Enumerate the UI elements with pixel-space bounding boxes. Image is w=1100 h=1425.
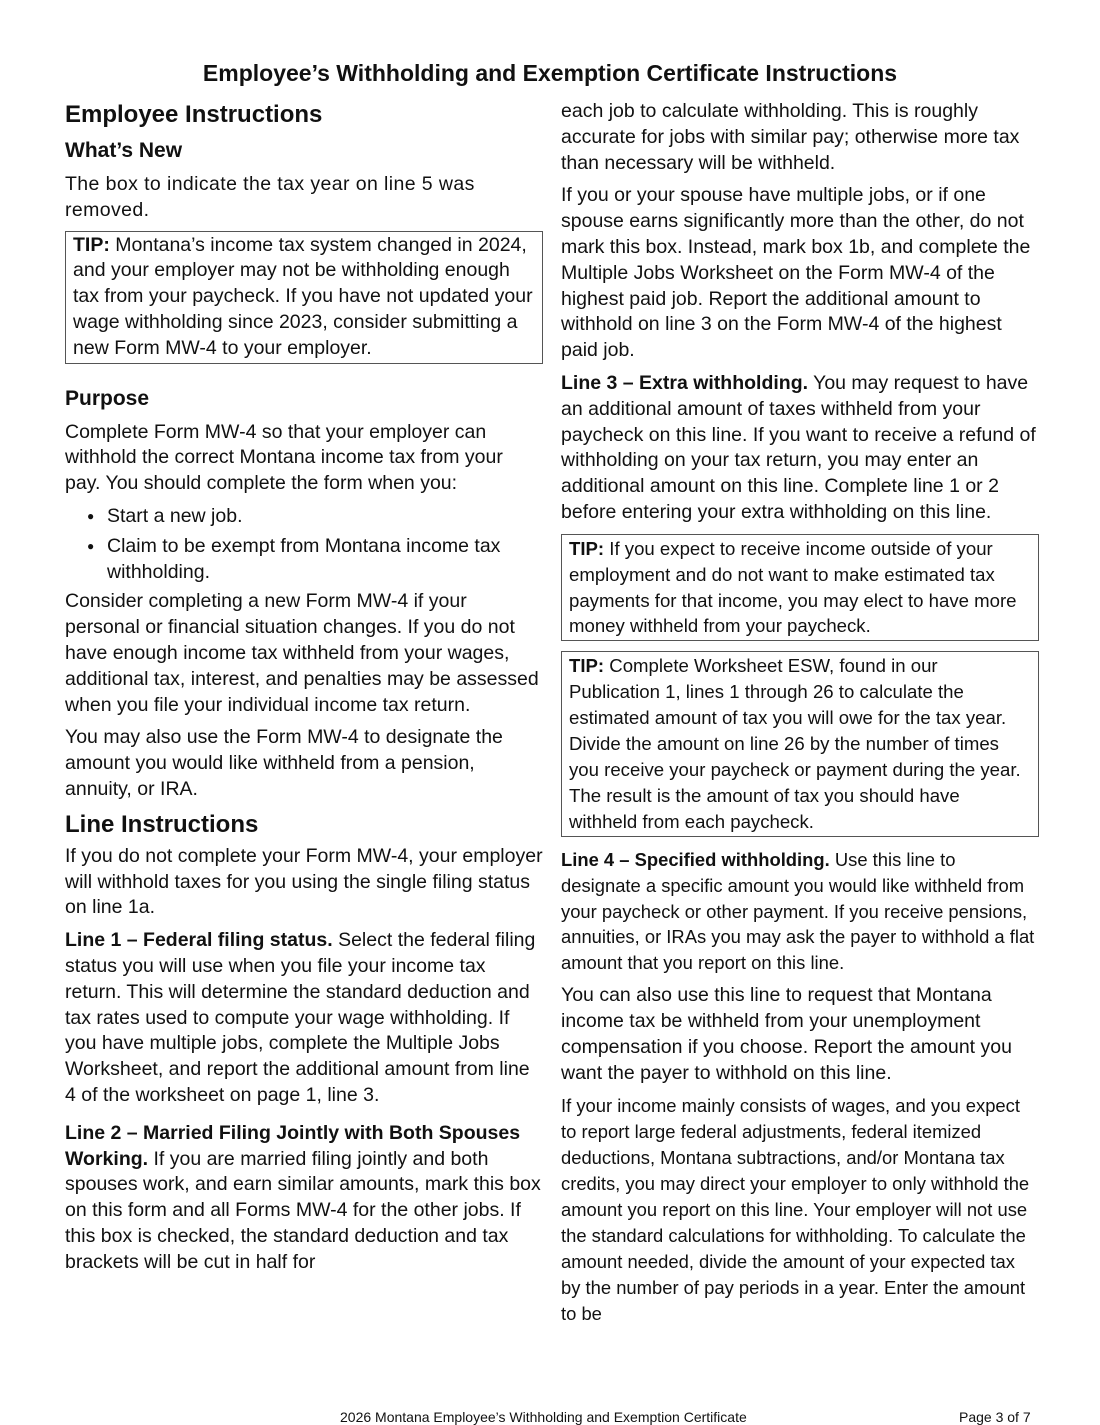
unemployment-text: You can also use this line to request that Montana income tax be withheld from your unemployment compensation if you choose. Report the amount you want the payer to withhold on this line. bbox=[561, 984, 1012, 1084]
line2-label: Line 2 – Married Filing Jointly with Both Spouses Working. bbox=[65, 1121, 521, 1170]
consider-text: Consider completing a new Form MW-4 if your personal or financial situation changes. If you do not have enough income tax withheld from your wages, additional tax, interest, and penalties may be assessed when you file your individual income tax return. bbox=[65, 590, 539, 716]
line4-paragraph bbox=[561, 847, 1039, 977]
page-title: Employee’s Withholding and Exemption Certificate Instructions bbox=[202, 60, 898, 86]
tip-box-3 bbox=[561, 651, 1039, 836]
multiple-jobs-text: If you or your spouse have multiple jobs, or if one spouse earns significantly more than the other, do not mark this box. Instead, mark box 1b, and complete the Multiple Jobs Worksheet on the Form MW-4 of the highest paid job. Report the additional amount to withhold on line 3 on the Form MW-4 of the highest paid job. bbox=[561, 184, 1031, 362]
line2-continued-text: each job to calculate withholding. This is roughly accurate for jobs with similar pay; otherwise more tax than necessary will be withheld. bbox=[561, 100, 1020, 174]
line4-label: Line 4 – Specified withholding. bbox=[561, 848, 830, 870]
designate-text: You may also use the Form MW-4 to designate the amount you would like withheld from a pension, annuity, or IRA. bbox=[65, 726, 503, 800]
line3-paragraph bbox=[561, 371, 1039, 526]
default-withholding-text: If you do not complete your Form MW-4, your employer will withhold taxes for you using the single filing status on line 1a. bbox=[65, 844, 543, 919]
tip-box-2 bbox=[561, 534, 1039, 642]
wages-text: If your income mainly consists of wages, and you expect to report large federal adjustments, federal itemized deductions, Montana subtractions, and/or Montana tax credits, you may direct your employer to only withhold the amount you report on this line. Your employer will not use the standard calculations for withholding. To calculate the amount needed, divide the amount of your expected tax by the number of pay periods in a year. Enter the amount to be bbox=[561, 1095, 1030, 1324]
right-column bbox=[561, 99, 1039, 1334]
whats-new-heading: What’s New bbox=[65, 139, 183, 162]
line3-text: You may request to have an additional amount of taxes withheld from your paycheck on this line. If you want to receive a refund of withholding on your tax return, you may enter an additional amount on this line. Complete line 1 or 2 before entering your extra withholding on this line. bbox=[561, 371, 1036, 523]
tip-text: If you expect to receive income outside of your employment and do not want to make estimated tax payments for that income, you may elect to have more money withheld from your paycheck. bbox=[569, 537, 1017, 637]
tip-label: TIP: bbox=[73, 233, 110, 256]
line2-paragraph bbox=[65, 1121, 543, 1276]
line4-text: Use this line to designate a specific amount you would like withheld from your paycheck or other payment. If you receive pensions, annuities, or IRAs you may ask the payer to withhold a flat amount that you report on this line. bbox=[561, 848, 1035, 974]
whats-new-text: The box to indicate the tax year on line 5 was removed. bbox=[65, 173, 475, 221]
footer-form-title: 2026 Montana Employee’s Withholding and Exemption Certificate bbox=[340, 1409, 747, 1425]
line1-label: Line 1 – Federal filing status. bbox=[65, 929, 333, 952]
line2-text: If you are married filing jointly and both spouses work, and earn similar amounts, mark this box on this form and all Forms MW-4 for the other jobs. If this box is checked, the standard deduction and tax brackets will be cut in half for bbox=[65, 1147, 541, 1273]
tip-label: TIP: bbox=[569, 655, 605, 677]
list-item: ● Start a new job. bbox=[107, 504, 543, 530]
tip-box-1 bbox=[65, 231, 543, 364]
employee-instructions-heading: Employee Instructions bbox=[65, 101, 323, 128]
left-column bbox=[65, 100, 543, 1282]
tip-label: TIP: bbox=[569, 537, 605, 559]
line3-label: Line 3 – Extra withholding. bbox=[561, 371, 809, 394]
purpose-text: Complete Form MW-4 so that your employer can withhold the correct Montana income tax from your pay. You should complete the form when you: bbox=[65, 420, 503, 495]
list-item: ● Claim to be exempt from Montana income tax withholding. bbox=[107, 534, 543, 586]
line1-text: Select the federal filing status you will use when you file your income tax return. This will determine the standard deduction and tax rates used to compute your wage withholding. If you have multiple jobs, complete the Multiple Jobs Worksheet, and report the additional amount from line 4 of the worksheet on page 1, line 3. bbox=[65, 929, 536, 1106]
line-instructions-heading: Line Instructions bbox=[65, 810, 259, 838]
purpose-list bbox=[65, 504, 543, 585]
footer-page-number: Page 3 of 7 bbox=[959, 1409, 1031, 1425]
purpose-heading: Purpose bbox=[65, 386, 150, 410]
tip-text: Complete Worksheet ESW, found in our Publication 1, lines 1 through 26 to calculate the estimated amount of tax you will owe for the tax year. Divide the amount on line 26 by the number of times you receive your paycheck or payment during the year. The result is the amount of tax you should have withheld from each paycheck. bbox=[569, 655, 1021, 832]
tip-text: Montana’s income tax system changed in 2024, and your employer may not be withholding enough tax from your paycheck. If you have not updated your wage withholding since 2023, consider submitting a new Form MW-4 to your employer. bbox=[73, 233, 533, 359]
line1-paragraph bbox=[65, 928, 543, 1109]
